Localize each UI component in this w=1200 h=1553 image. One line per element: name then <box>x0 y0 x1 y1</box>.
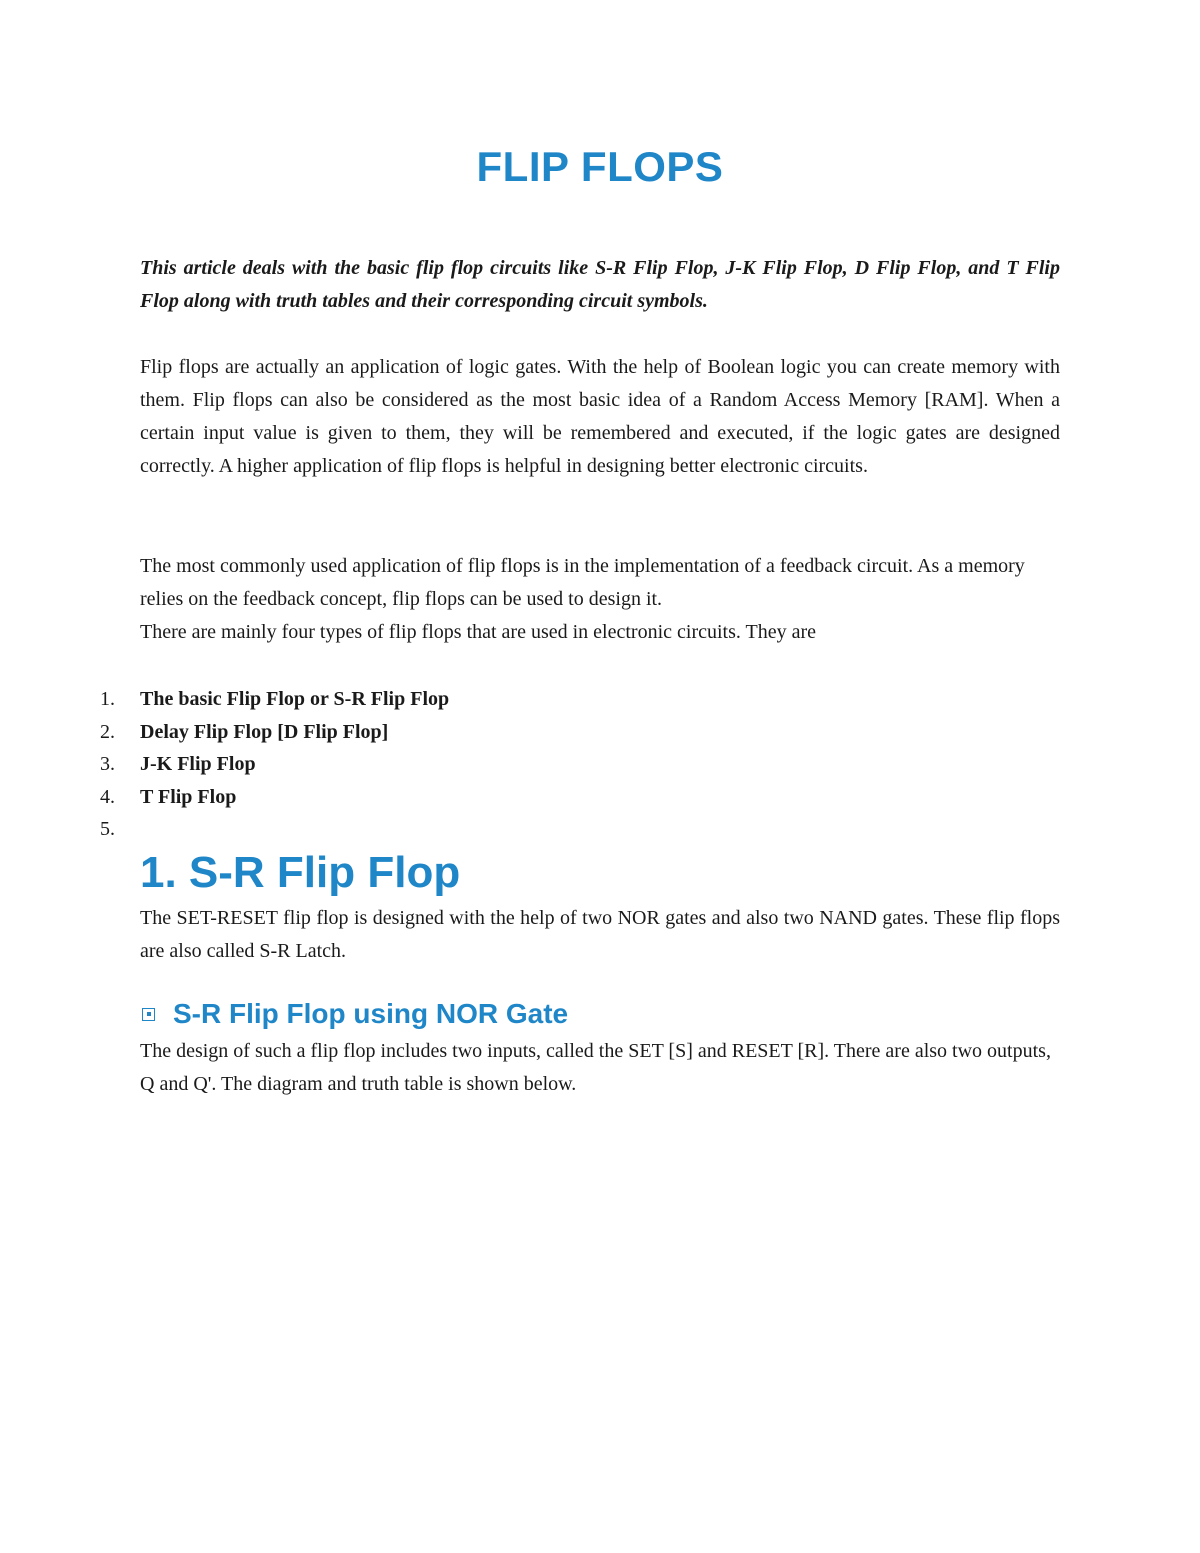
intro-paragraph: This article deals with the basic flip flop circuits like S-R Flip Flop, J-K Flip Flop, D Flip Flop, and T Flip Flop along with truth tables and their corresponding circuit symbols. <box>140 257 1060 312</box>
subsection-heading-text: S-R Flip Flop using NOR Gate <box>173 998 569 1029</box>
flip-flop-types-list <box>100 683 449 846</box>
paragraph-feedback-application: The most commonly used application of flip flops is in the implementation of a feedback circuit. As a memory relies on the feedback concept, flip flops can be used to design it. <box>140 555 1025 610</box>
subsection-heading-nor-gate <box>140 995 568 1033</box>
list-item <box>100 748 449 781</box>
list-item <box>100 683 449 716</box>
section-heading-sr-flip-flop: 1. S-R Flip Flop <box>140 848 461 897</box>
list-item-label: T Flip Flop <box>140 785 237 808</box>
paragraph-types-intro: There are mainly four types of flip flops that are used in electronic circuits. They are <box>140 621 817 643</box>
list-item-number: 3. <box>100 753 115 775</box>
page-title: FLIP FLOPS <box>476 143 724 190</box>
paragraph-nor-design: The design of such a flip flop includes two inputs, called the SET [S] and RESET [R]. There are also two outputs, Q and Q'. The diagram and truth table is shown below. <box>140 1040 1051 1095</box>
list-item-number: 1. <box>100 688 115 710</box>
list-item <box>100 716 449 749</box>
list-item-label: Delay Flip Flop [D Flip Flop] <box>140 720 389 743</box>
list-item <box>100 813 449 846</box>
list-item-number: 2. <box>100 720 115 743</box>
list-item-number: 5. <box>100 818 115 840</box>
paragraph-sr-description: The SET-RESET flip flop is designed with the help of two NOR gates and also two NAND gates. These flip flops are also called S-R Latch. <box>140 907 1060 962</box>
list-item <box>100 781 449 814</box>
square-bullet-icon <box>142 1008 155 1021</box>
list-item-label: The basic Flip Flop or S-R Flip Flop <box>140 688 450 710</box>
list-item-label: J-K Flip Flop <box>140 753 256 775</box>
list-item-number: 4. <box>100 785 115 808</box>
paragraph-flip-flop-definition: Flip flops are actually an application of logic gates. With the help of Boolean logic you can create memory with them. Flip flops can also be considered as the most basic idea of a Random Access Memory [RAM]. When a certain input value is given to them, they will be remembered and executed, if the logic gates are designed correctly. A higher application of flip flops is helpful in designing better electronic circuits. <box>140 356 1060 477</box>
